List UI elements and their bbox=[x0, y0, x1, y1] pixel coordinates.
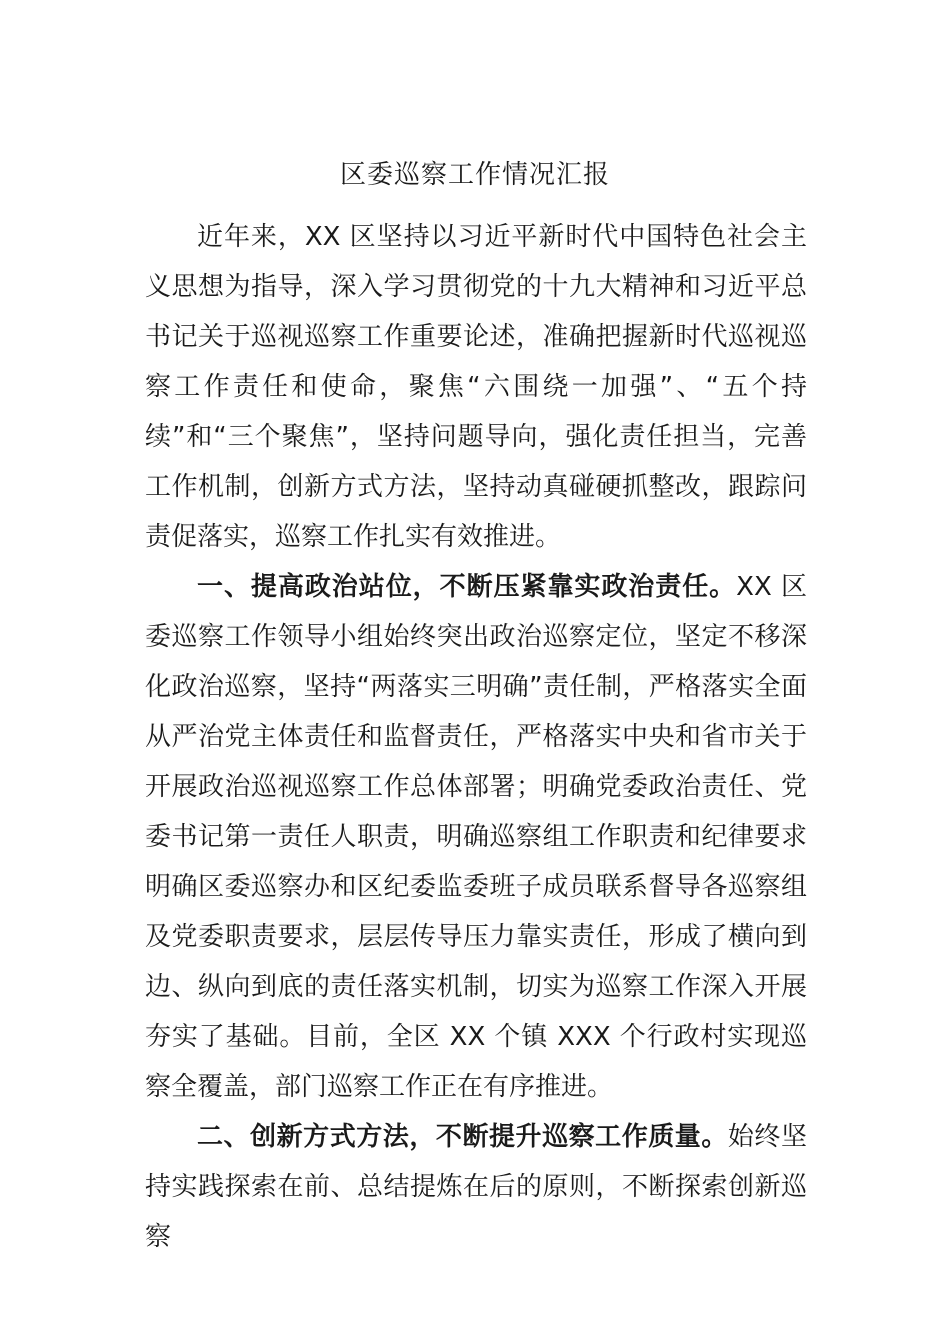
section-2-text: 始终坚持实践探索在前、总结提炼在后的原则，不断探索创新巡察 bbox=[145, 1122, 807, 1252]
document-body bbox=[145, 212, 807, 1262]
paragraph-section-1 bbox=[145, 562, 807, 1112]
paragraph-section-2 bbox=[145, 1112, 807, 1262]
paragraph-intro-text: 近年来，XX 区坚持以习近平新时代中国特色社会主义思想为指导，深入学习贯彻党的十九大精神和习近平总书记关于巡视巡察工作重要论述，准确把握新时代巡视巡察工作责任和使命，聚焦“六围绕一加强”、“五个持续”和“三个聚焦”，坚持问题导向，强化责任担当，完善工作机制，创新方式方法，坚持动真碰硬抓整改，跟踪问责促落实，巡察工作扎实有效推进。 bbox=[145, 222, 807, 552]
section-2-heading: 二、创新方式方法，不断提升巡察工作质量。 bbox=[197, 1122, 728, 1152]
document-title: 区委巡察工作情况汇报 bbox=[339, 160, 610, 190]
section-1-text: XX 区委巡察工作领导小组始终突出政治巡察定位，坚定不移深化政治巡察，坚持“两落实三明确”责任制，严格落实全面从严治党主体责任和监督责任，严格落实中央和省市关于开展政治巡视巡察工作总体部署；明确党委政治责任、党委书记第一责任人职责，明确巡察组工作职责和纪律要求明确区委巡察办和区纪委监委班子成员联系督导各巡察组及党委职责要求，层层传导压力靠实责任，形成了横向到边、纵向到底的责任落实机制，切实为巡察工作深入开展夯实了基础。目前，全区 XX 个镇 XXX 个行政村实现巡察全覆盖，部门巡察工作正在有序推进。 bbox=[145, 572, 807, 1102]
paragraph-intro bbox=[145, 212, 807, 562]
section-1-heading: 一、提高政治站位，不断压紧靠实政治责任。 bbox=[197, 572, 737, 602]
